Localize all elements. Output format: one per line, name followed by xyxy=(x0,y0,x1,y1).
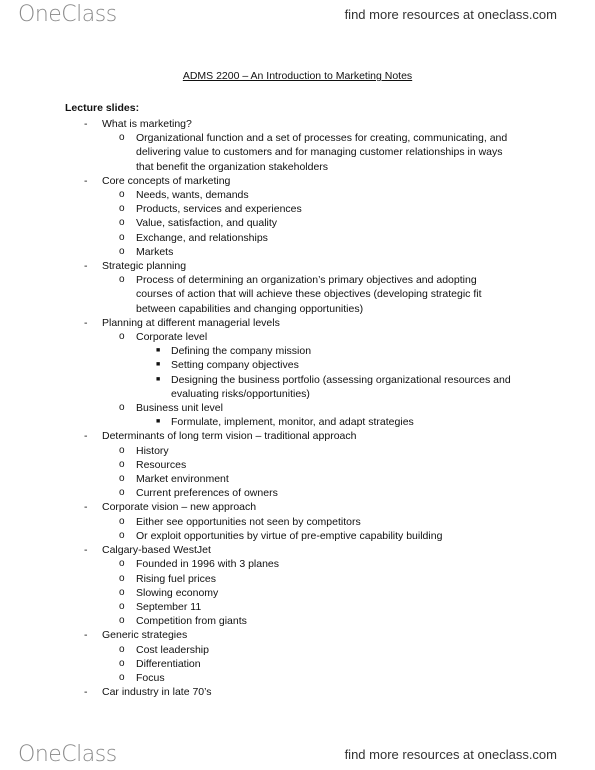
outline-item-text: Founded in 1996 with 3 planes xyxy=(136,558,280,571)
bullet-marker: o xyxy=(119,671,125,683)
bullet-marker: - xyxy=(84,174,88,187)
outline-item xyxy=(0,586,595,600)
outline-item-text: Organizational function and a set of processes for creating, communicating, and delivering value to customers and for managing customer relationships in ways that benefit the organization stakeholders xyxy=(136,132,508,173)
bullet-marker: - xyxy=(84,316,88,329)
outline-item xyxy=(0,344,595,358)
bullet-marker: o xyxy=(119,274,125,286)
outline-item xyxy=(0,643,595,657)
bullet-marker: ■ xyxy=(156,418,161,426)
outline-item xyxy=(0,429,595,443)
document-title: ADMS 2200 – An Introduction to Marketing Notes xyxy=(182,70,413,82)
bullet-marker: - xyxy=(84,629,88,642)
outline-item xyxy=(0,273,595,316)
bullet-marker: o xyxy=(119,572,125,584)
outline-item xyxy=(0,614,595,628)
bullet-marker: ■ xyxy=(156,347,161,355)
bullet-marker: o xyxy=(119,402,125,414)
bullet-marker: o xyxy=(119,473,125,485)
outline-item-text: Business unit level xyxy=(136,402,223,415)
outline-item-text: Or exploit opportunities by virtue of pre-emptive capability building xyxy=(136,529,443,542)
outline-item-text: Planning at different managerial levels xyxy=(102,316,280,329)
bullet-marker: o xyxy=(119,643,125,655)
outline-item-text: Formulate, implement, monitor, and adapt strategies xyxy=(171,416,414,429)
outline-item xyxy=(0,373,595,401)
outline-item xyxy=(0,529,595,543)
bullet-marker: o xyxy=(119,217,125,229)
outline-item-text: History xyxy=(136,444,169,457)
bullet-marker: o xyxy=(119,444,125,456)
outline-item-text: Focus xyxy=(136,671,165,684)
page-footer xyxy=(0,740,595,768)
bullet-marker: o xyxy=(119,203,125,215)
outline-item xyxy=(0,231,595,245)
outline-item xyxy=(0,216,595,230)
outline-item-text: Exchange, and relationships xyxy=(136,231,268,244)
outline-item xyxy=(0,572,595,586)
outline-item-text: Differentiation xyxy=(136,657,201,670)
page-header xyxy=(0,0,595,28)
outline-item-text: Core concepts of marketing xyxy=(102,174,231,187)
outline-item-text: September 11 xyxy=(136,600,202,613)
notes-outline xyxy=(0,117,595,699)
outline-item xyxy=(0,600,595,614)
bullet-marker: o xyxy=(119,558,125,570)
outline-item xyxy=(0,472,595,486)
bullet-marker: o xyxy=(119,615,125,627)
bullet-marker: o xyxy=(119,586,125,598)
section-label: Lecture slides: xyxy=(65,102,140,114)
outline-item xyxy=(0,628,595,642)
outline-item-text: Products, services and experiences xyxy=(136,203,302,216)
outline-item xyxy=(0,415,595,429)
outline-item xyxy=(0,543,595,557)
bullet-marker: o xyxy=(119,529,125,541)
outline-item xyxy=(0,188,595,202)
bullet-marker: ■ xyxy=(156,375,161,383)
outline-item-text: Competition from giants xyxy=(136,615,247,628)
bullet-marker: o xyxy=(119,189,125,201)
outline-item-text: Designing the business portfolio (assessing organizational resources and evaluating risks/opportunities) xyxy=(171,373,511,400)
outline-item-text: Strategic planning xyxy=(102,260,187,273)
outline-item-text: Generic strategies xyxy=(102,629,188,642)
outline-item xyxy=(0,500,595,514)
bullet-marker: o xyxy=(119,245,125,257)
outline-item-text: Either see opportunities not seen by competitors xyxy=(136,515,361,528)
bullet-marker: - xyxy=(84,501,88,514)
header-tagline[interactable]: find more resources at oneclass.com xyxy=(344,7,557,22)
outline-item xyxy=(0,358,595,372)
outline-item-text: Markets xyxy=(136,245,174,258)
outline-item-text: Setting company objectives xyxy=(171,359,299,372)
outline-item-text: Needs, wants, demands xyxy=(136,189,249,202)
outline-item-text: Corporate level xyxy=(136,331,208,344)
bullet-marker: ■ xyxy=(156,361,161,369)
outline-item xyxy=(0,486,595,500)
outline-item xyxy=(0,401,595,415)
outline-item-text: Process of determining an organization’s primary objectives and adopting courses of action that will achieve these objectives (developing strategic fit between capabilities and changing opportunities) xyxy=(136,274,482,315)
outline-item xyxy=(0,259,595,273)
outline-item xyxy=(0,316,595,330)
outline-item-text: What is marketing? xyxy=(102,118,192,130)
outline-item-text: Current preferences of owners xyxy=(136,487,278,500)
bullet-marker: o xyxy=(119,487,125,499)
bullet-marker: - xyxy=(84,544,88,557)
outline-item xyxy=(0,174,595,188)
bullet-marker: o xyxy=(119,515,125,527)
bullet-marker: - xyxy=(84,686,88,699)
outline-item-text: Rising fuel prices xyxy=(136,572,216,585)
outline-item-text: Corporate vision – new approach xyxy=(102,501,257,514)
outline-item-text: Cost leadership xyxy=(136,643,209,656)
outline-item-text: Determinants of long term vision – traditional approach xyxy=(102,430,357,443)
outline-item xyxy=(0,330,595,344)
outline-item-text: Calgary-based WestJet xyxy=(102,544,211,557)
bullet-marker: o xyxy=(119,132,125,144)
outline-item xyxy=(0,202,595,216)
outline-item-text: Value, satisfaction, and quality xyxy=(136,217,278,230)
oneclass-logo[interactable]: OneClass xyxy=(18,2,117,27)
outline-item-text: Market environment xyxy=(136,473,229,486)
bullet-marker: o xyxy=(119,231,125,243)
outline-item xyxy=(0,685,595,699)
outline-item xyxy=(0,458,595,472)
outline-item xyxy=(0,515,595,529)
outline-item xyxy=(0,245,595,259)
bullet-marker: o xyxy=(119,657,125,669)
outline-item xyxy=(0,671,595,685)
outline-item-text: Resources xyxy=(136,458,187,471)
outline-item-text: Car industry in late 70’s xyxy=(102,686,212,699)
outline-item-text: Slowing economy xyxy=(136,586,219,599)
bullet-marker: o xyxy=(119,600,125,612)
footer-tagline[interactable]: find more resources at oneclass.com xyxy=(344,747,557,762)
oneclass-logo[interactable]: OneClass xyxy=(18,742,117,767)
bullet-marker: - xyxy=(84,118,88,130)
bullet-marker: o xyxy=(119,331,125,343)
bullet-marker: o xyxy=(119,458,125,470)
bullet-marker: - xyxy=(84,430,88,443)
bullet-marker: - xyxy=(84,260,88,273)
outline-item xyxy=(0,444,595,458)
outline-item xyxy=(0,557,595,571)
outline-item xyxy=(0,117,595,131)
outline-item-text: Defining the company mission xyxy=(171,345,312,358)
outline-item xyxy=(0,131,595,174)
outline-item xyxy=(0,657,595,671)
